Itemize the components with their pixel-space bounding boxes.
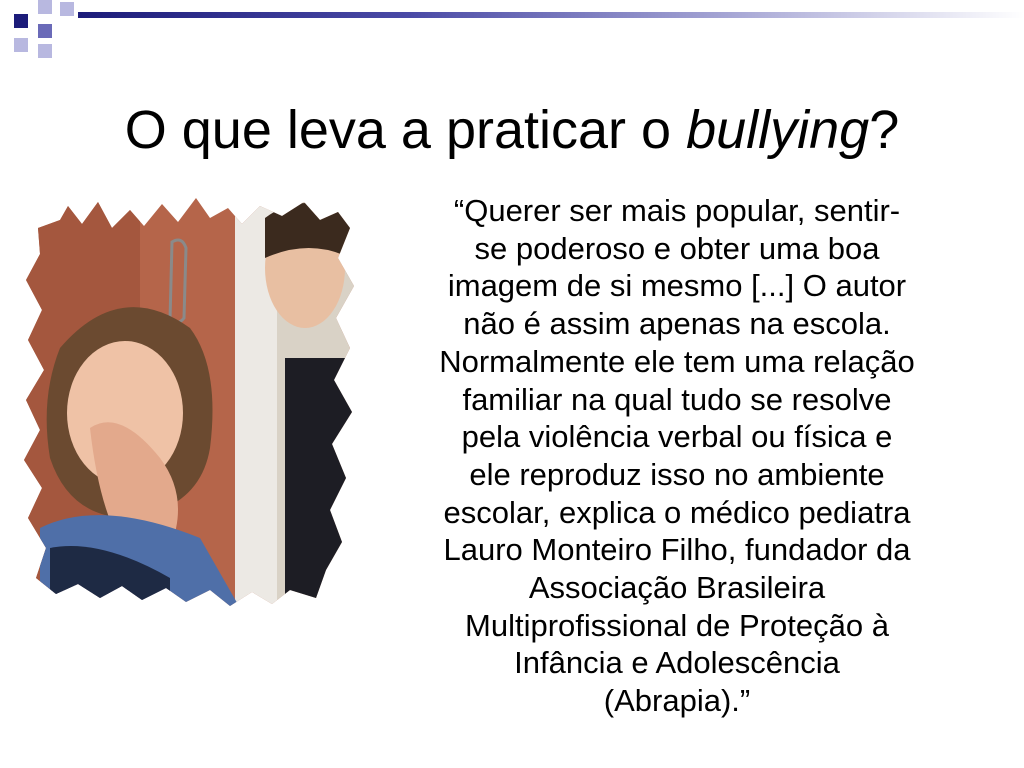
quote-line: Multiprofissional de Proteção à <box>465 607 889 643</box>
quote-line: Associação Brasileira <box>528 570 826 606</box>
quote-line: familiar na qual tudo se resolve <box>462 381 892 417</box>
title-text: O que leva a praticar o <box>124 100 687 160</box>
quote-line: escolar, explica o médico pediatra <box>443 494 911 530</box>
deco-square <box>38 24 52 38</box>
bullying-photo <box>20 198 355 608</box>
quote-line: se poderoso e obter uma boa <box>474 230 880 266</box>
slide-title <box>0 95 1024 165</box>
quote-line: Lauro Monteiro Filho, fundador da <box>443 532 911 568</box>
quote-line: Infância e Adolescência <box>514 645 840 681</box>
quote-line: não é assim apenas na escola. <box>463 306 891 342</box>
quote-line: (Abrapia).” <box>603 683 751 719</box>
quote-line: ele reproduz isso no ambiente <box>469 456 885 492</box>
header-gradient-bar <box>78 12 1024 18</box>
boy-jacket <box>285 358 355 608</box>
header-decoration <box>0 0 1024 70</box>
deco-square <box>60 2 74 16</box>
deco-square <box>14 38 28 52</box>
quote-line: imagem de si mesmo [...] O autor <box>447 268 907 304</box>
title-italic-word: bullying <box>686 100 870 160</box>
quote-line: pela violência verbal ou física e <box>461 419 893 455</box>
quote-block <box>366 192 988 720</box>
deco-square <box>38 44 52 58</box>
quote-line: Normalmente ele tem uma relação <box>439 343 915 379</box>
deco-square <box>38 0 52 14</box>
deco-square <box>14 14 28 28</box>
quote-line: “Querer ser mais popular, sentir- <box>453 193 901 228</box>
title-question-mark: ? <box>869 100 900 160</box>
